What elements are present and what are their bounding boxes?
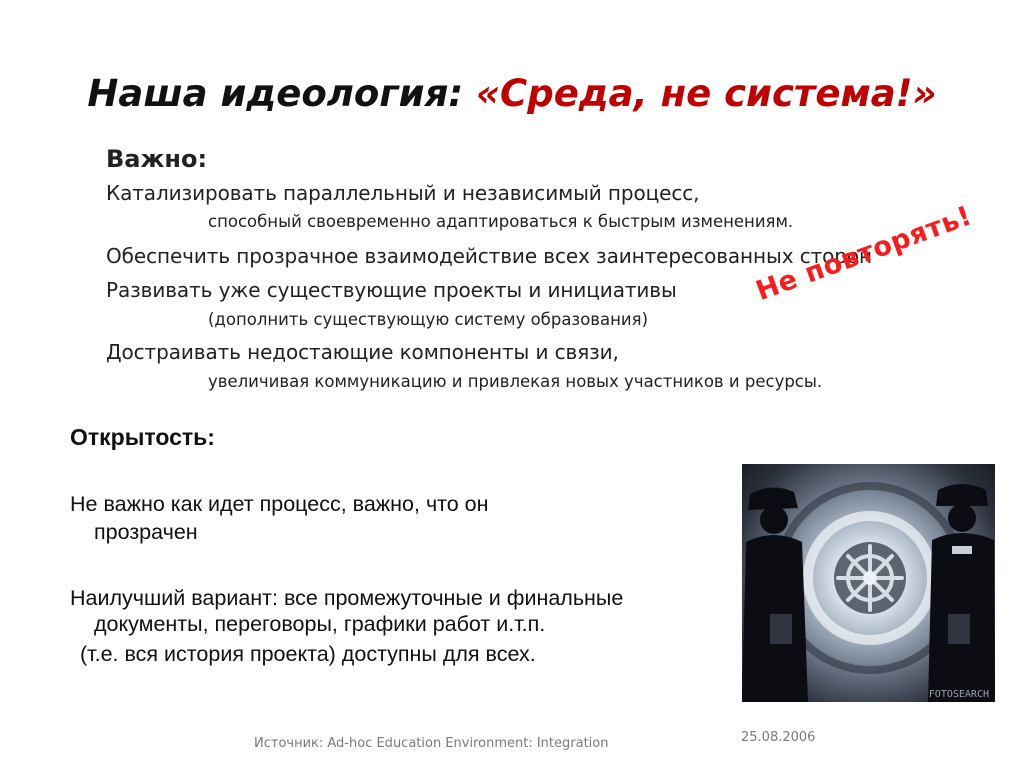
openness-heading: Открытость: — [70, 424, 215, 450]
slide-title — [0, 72, 1024, 115]
important-item-1-detail: способный своевременно адаптироваться к быстрым изменениям. — [208, 212, 794, 231]
openness-paragraph-2-line-2: документы, переговоры, графики работ и.т.п. — [94, 612, 546, 636]
title-main: Наша идеология: — [87, 72, 477, 115]
important-item-1: Катализировать параллельный и независимый процесс, — [106, 181, 700, 205]
vault-door-illustration — [742, 464, 995, 702]
important-item-2: Обеспечить прозрачное взаимодействие всех заинтересованных сторон — [106, 244, 872, 268]
openness-paragraph-1-line-2: прозрачен — [94, 520, 198, 544]
openness-paragraph-2-line-1: Наилучший вариант: все промежуточные и финальные — [70, 586, 624, 610]
do-not-repeat-stamp: Не повторять! — [752, 200, 976, 308]
important-heading: Важно: — [106, 145, 208, 173]
security-guards-photo — [742, 464, 995, 702]
important-item-4-detail: увеличивая коммуникацию и привлекая новых участников и ресурсы. — [208, 372, 823, 391]
important-item-4: Достраивать недостающие компоненты и связи, — [106, 340, 619, 364]
slide-date: 25.08.2006 — [741, 730, 816, 745]
important-item-3-detail: (дополнить существующую систему образования) — [208, 310, 649, 329]
photo-watermark: FOTOSEARCH — [928, 689, 989, 700]
openness-paragraph-2-line-3: (т.е. вся история проекта) доступны для всех. — [80, 642, 536, 666]
important-item-3: Развивать уже существующие проекты и инициативы — [106, 278, 677, 302]
openness-paragraph-1-line-1: Не важно как идет процесс, важно, что он — [70, 492, 489, 516]
title-accent: «Среда, не система!» — [476, 72, 937, 115]
source-note: Источник: Ad-hoc Education Environment: Integration — [254, 736, 609, 751]
